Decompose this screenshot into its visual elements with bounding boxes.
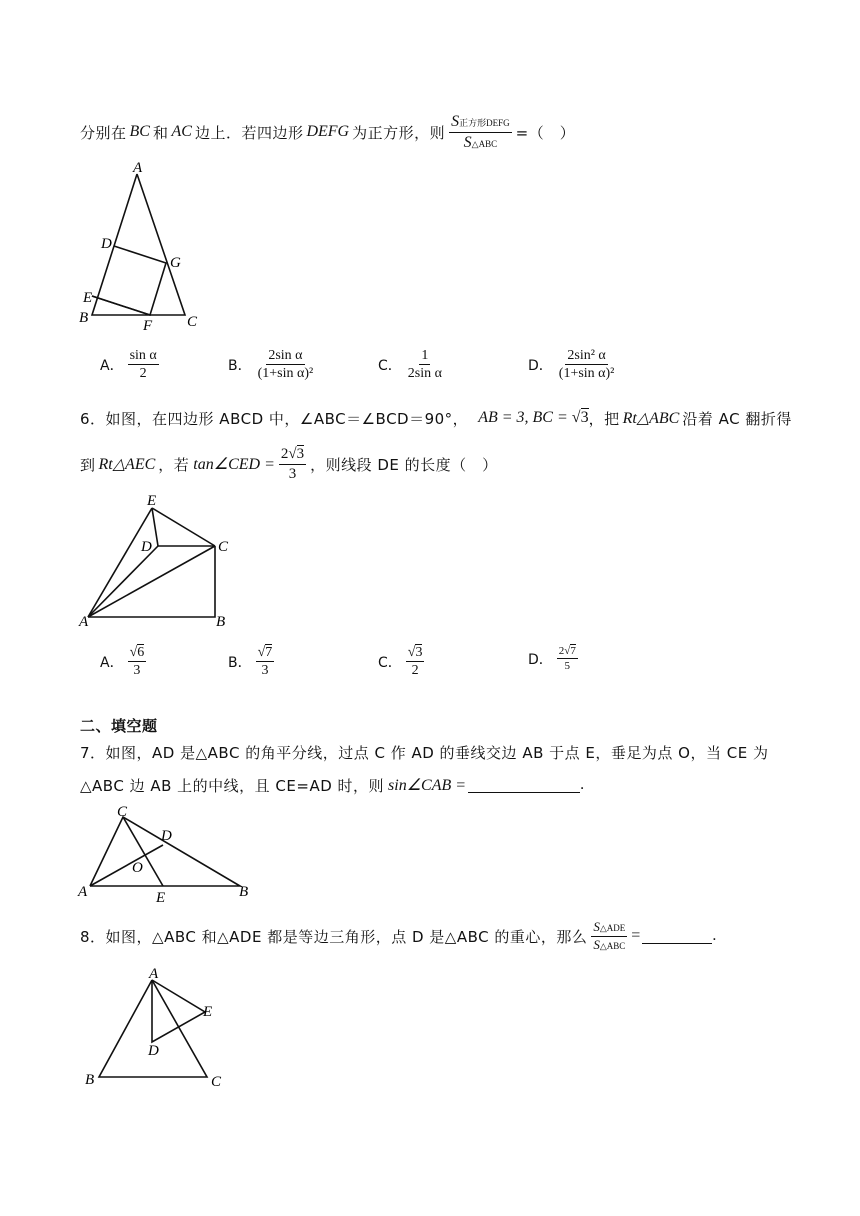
q7-answer-blank[interactable] [468,778,580,793]
q5-option-b-label: B． [228,357,252,374]
q8-answer-blank[interactable] [642,929,712,944]
q6-tan-coef: 2 [280,446,289,462]
q7-label-e: E [156,890,166,906]
q5-option-c[interactable] [378,348,448,382]
q6-tan: tan∠CED = [193,456,275,473]
q8-area-ratio [591,920,627,952]
q5-option-c-den: 2sin α [407,366,442,382]
q8-line1: 8．如图，△ABC 和△ADE 都是等边三角形，点 D 是△ABC 的重心，那么 [80,927,588,946]
q5-figure [75,158,215,338]
q8-eq: = [631,927,641,944]
q6-label-a: A [79,614,89,630]
q5-option-a-num: sin α [128,348,159,365]
q5-label-f: F [143,318,153,334]
q8-label-e: E [203,1004,213,1020]
q6-text3: 沿着 AC 翻折得 [682,409,792,428]
q7-text-line1: 7．如图，AD 是△ABC 的角平分线，过点 C 作 AD 的垂线交边 AB 于点 E，垂足为点 O，当 CE 为 [80,744,769,762]
q6-option-c[interactable]: C． $\frac{√3}{2}$ [378,645,423,679]
q6-option-b-den: 3 [261,663,269,679]
q6-option-b[interactable]: B． $\frac{√7}{3}$ [228,645,273,679]
q5-text-mid2: 为正方形，则 [352,123,446,142]
q6-option-b-label: B． [228,654,252,671]
q5-option-c-num: 1 [419,348,430,365]
q6-text4: 到 [80,455,96,474]
q8-label-b: B [85,1072,95,1088]
q6-option-d-label: D． [528,651,553,668]
q6-option-a-rad: 6 [137,645,145,660]
q5-text-prefix: 分别在 [80,123,127,142]
q7-label-c: C [117,804,128,820]
q6-option-c-rad: 3 [415,645,423,660]
q6-given-rad: 3 [580,409,589,426]
q6-option-a-label: A． [100,654,124,671]
q5-label-a: A [133,160,143,176]
q5-option-a-den: 2 [139,366,147,382]
q7-label-d: D [161,828,172,844]
q5-option-a[interactable] [100,348,163,382]
q5-label-g: G [170,255,181,271]
q8-triangle-abc [99,980,207,1077]
q8-den-sub: △ABC [599,940,626,951]
q6-text1: 6．如图，在四边形 ABCD 中，∠ABC＝∠BCD＝90°， [80,409,469,428]
q5-option-c-label: C． [378,357,402,374]
q5-option-b-den: (1+sin α)² [257,366,314,382]
q7-median-ce [123,817,163,886]
q5-option-b-num: 2sin α [266,348,304,365]
q6-rt-aec: Rt△AEC [98,456,156,473]
q5-tail: =（ ） [515,123,576,142]
q6-diagonal-ac [88,546,215,617]
q7-line2-text: △ABC 边 AB 上的中线，且 CE=AD 时，则 [80,776,385,795]
q7-label-b: B [239,884,249,900]
q6-text5: ，若 [158,455,190,474]
q7-text-line2 [80,772,584,798]
q5-text-line [80,112,575,152]
q5-label-e: E [83,290,93,306]
q7-label-a: A [78,884,88,900]
q6-tan-value: $\frac{2√3}{3}$ [280,446,305,482]
q6-rt-abc: Rt△ABC [622,410,680,427]
q6-option-d-rad: 7 [570,645,576,657]
q5-text-mid: 边上．若四边形 [194,123,304,142]
q8-triangle-ade [152,980,205,1042]
q6-option-a-den: 3 [133,663,141,679]
q6-option-a[interactable]: A． $\frac{√6}{3}$ [100,645,145,679]
q5-den-sub: △ABC [471,138,498,149]
q6-option-d-coef: 2 [558,645,565,657]
q6-option-c-den: 2 [411,663,419,679]
q5-label-c: C [187,314,198,330]
q7-label-o: O [132,860,143,876]
q6-text6: ，则线段 DE 的长度（ ） [310,455,498,474]
q6-given: AB = 3, BC = √3 [478,409,589,426]
q5-den-s: S [463,133,472,151]
q6-side-ec [152,508,215,546]
q6-text-line1 [80,405,792,431]
q6-given-text: AB = 3, BC = [478,409,572,426]
q6-label-b: B [216,614,226,630]
q5-and: 和 [152,123,169,142]
q5-num-sub: 正方形DEFG [459,117,510,128]
q8-label-d: D [148,1043,159,1059]
q5-num-s: S [451,112,460,130]
q8-den-s: S [593,936,600,952]
q5-option-d-num: 2sin² α [565,348,607,365]
q7-figure [75,800,265,910]
q8-text-line [80,918,716,954]
q5-option-d-den: (1+sin α)² [558,366,615,382]
q5-defg: DEFG [306,123,350,140]
q6-label-e: E [147,493,157,509]
q8-figure [75,962,245,1092]
q6-option-b-rad: 7 [265,645,273,660]
q8-label-c: C [211,1074,222,1090]
q5-label-b: B [79,310,89,326]
q8-num-sub: △ADE [599,923,626,934]
q5-option-a-label: A． [100,357,124,374]
q7-bisector-ad [90,845,163,886]
section-title-fill-in: 二、填空题 [80,717,158,735]
q5-side-ef [92,296,150,315]
q5-option-d-label: D． [528,357,553,374]
q8-num-s: S [593,919,600,935]
q5-ac: AC [171,123,192,140]
q6-label-c: C [218,539,229,555]
q6-tan-rad: 3 [296,446,305,462]
q5-area-ratio [449,113,512,151]
q6-tan-den: 3 [288,465,297,482]
q6-text-line2 [80,442,498,486]
q7-end: . [580,776,585,793]
q6-figure [75,490,245,630]
q8-end: . [712,927,717,944]
q6-segment-de [152,508,158,546]
q8-label-a: A [149,966,159,982]
q5-bc: BC [129,123,150,140]
q5-label-d: D [101,236,112,252]
q6-text2: ，把 [588,409,620,428]
q7-expr: sin∠CAB = [388,777,467,794]
q5-option-b[interactable] [228,348,319,382]
q6-option-d-den: 5 [564,660,571,673]
q6-label-d: D [141,539,152,555]
q6-option-d[interactable]: D． $\frac{2√7}{5}$ [528,645,576,673]
q5-option-d[interactable] [528,348,620,382]
q6-option-c-label: C． [378,654,402,671]
